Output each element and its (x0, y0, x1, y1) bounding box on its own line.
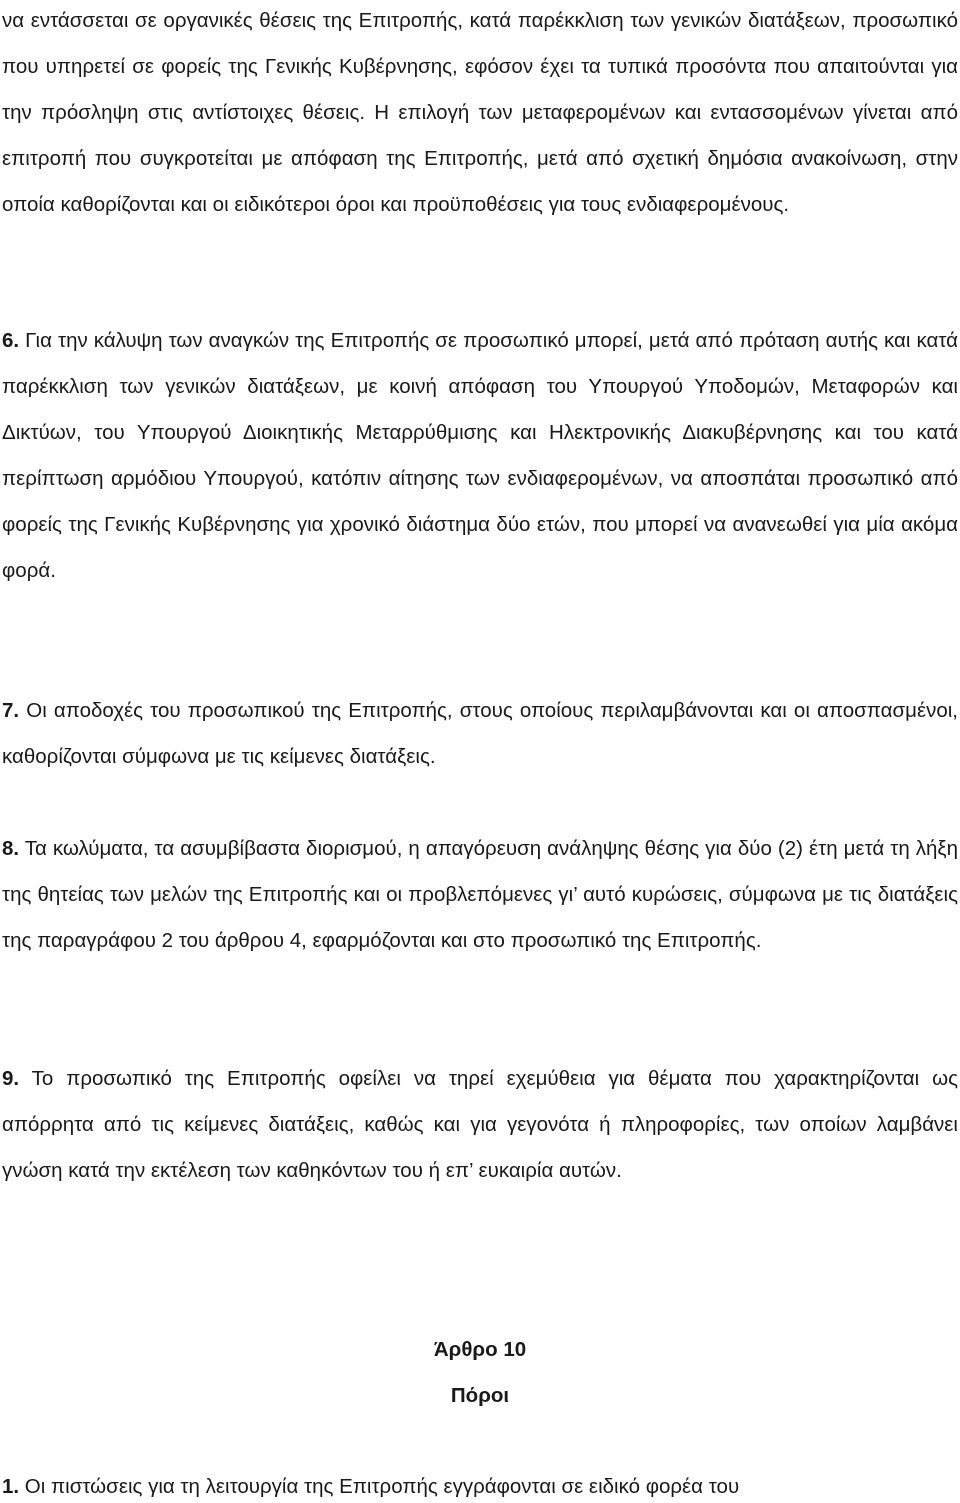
paragraph-text: Για την κάλυψη των αναγκών της Επιτροπής σε προσωπικό μπορεί, μετά από πρόταση αυτής και κατά παρέκκλιση των γενικών διατάξεων, με κοινή απόφαση του Υπουργού Υποδομών, Μεταφορών και Δικτύων, του Υπουργού Διοικητικής Μεταρρύθμισης και Ηλεκτρονικής Διακυβέρνησης και του κατά περίπτωση αρμόδιου Υπουργού, κατόπιν αίτησης των ενδιαφερομένων, να αποσπάται προσωπικό από φορείς της Γενικής Κυβέρνησης για χρονικό διάστημα δύο ετών, που μπορεί να ανανεωθεί για μία ακόμα φορά. (2, 329, 958, 582)
paragraph-text: Οι πιστώσεις για τη λειτουργία της Επιτροπής εγγράφονται σε ειδικό φορέα του (19, 1475, 740, 1498)
paragraph-5-continuation (2, 0, 958, 228)
paragraph-number: 8. (2, 837, 20, 860)
paragraph-number: 7. (2, 699, 20, 722)
paragraph-text: Οι αποδοχές του προσωπικού της Επιτροπής, στους οποίους περιλαμβάνονται και οι αποσπασμένοι, καθορίζονται σύμφωνα με τις κείμενες διατάξεις. (2, 699, 958, 768)
paragraph-text: Τα κωλύματα, τα ασυμβίβαστα διορισμού, η απαγόρευση ανάληψης θέσης για δύο (2) έτη μετά τη λήξη της θητείας των μελών της Επιτροπής και οι προβλεπόμενες γι’ αυτό κυρώσεις, σύμφωνα με τις διατάξεις της παραγράφου 2 του άρθρου 4, εφαρμόζονται και στο προσωπικό της Επιτροπής. (2, 837, 958, 952)
paragraph-7 (2, 688, 958, 780)
article-title: Άρθρο 10 (433, 1338, 527, 1361)
paragraph-6 (2, 318, 958, 594)
paragraph-number: 1. (2, 1475, 20, 1498)
paragraph-9 (2, 1056, 958, 1194)
paragraph-number: 6. (2, 329, 20, 352)
paragraph-text: να εντάσσεται σε οργανικές θέσεις της Επιτροπής, κατά παρέκκλιση των γενικών διατάξεων, προσωπικό που υπηρετεί σε φορείς της Γενικής Κυβέρνησης, εφόσον έχει τα τυπικά προσόντα που απαιτούνται για την πρόσληψη στις αντίστοιχες θέσεις. Η επιλογή των μεταφερομένων και εντασσομένων γίνεται από επιτροπή που συγκροτείται με απόφαση της Επιτροπής, μετά από σχετική δημόσια ανακοίνωση, στην οποία καθορίζονται και οι ειδικότεροι όροι και προϋποθέσεις για τους ενδιαφερομένους. (2, 9, 958, 216)
paragraph-number: 9. (2, 1067, 20, 1090)
paragraph-8 (2, 826, 958, 964)
paragraph-text: Το προσωπικό της Επιτροπής οφείλει να τηρεί εχεμύθεια για θέματα που χαρακτηρίζονται ως απόρρητα από τις κείμενες διατάξεις, καθώς και για γεγονότα ή πληροφορίες, των οποίων λαμβάνει γνώση κατά την εκτέλεση των καθηκόντων του ή επ’ ευκαιρία αυτών. (2, 1067, 958, 1182)
article-10-paragraph-1 (2, 1464, 958, 1503)
article-subtitle: Πόροι (450, 1384, 510, 1407)
